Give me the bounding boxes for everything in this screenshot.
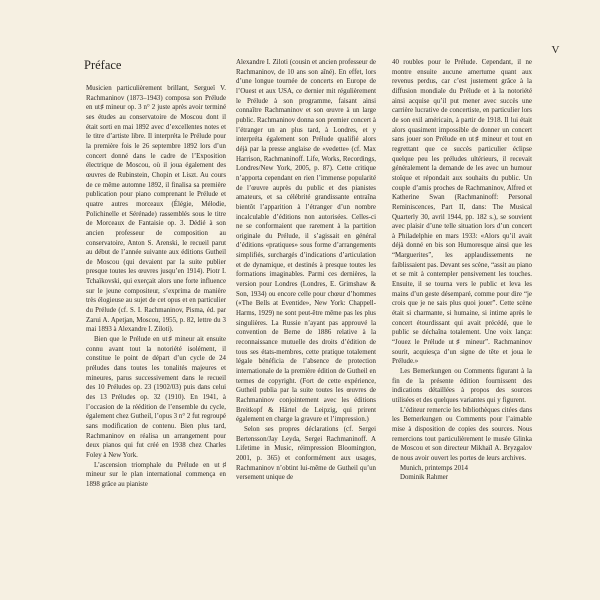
signature	[392, 464, 532, 483]
text-column-2	[236, 58, 376, 483]
signature-author: Dominik Rahmer	[400, 474, 449, 482]
paragraph: Les Bemerkungen ou Comments figurant à la fin de la présente édition fournissent des indications détaillées à propos des sources utilisées et des quelques variantes qui y figurent.	[392, 368, 532, 404]
signature-place-date: Munich, printemps 2014	[400, 464, 468, 472]
paragraph: Alexandre I. Ziloti (cousin et ancien professeur de Rachmaninov, de 10 ans son aîné). En effet, lors d’une longue tournée de concerts en Europe de l’Ouest et aux USA, ce dernier mit régulièrement le Prélude à son programme, faisant ainsi connaître Rachmaninov et son œuvre à un large public. Rachmaninov donna son premier concert à l’étranger un an plus tard, à Londres, et y interpréta également son Prélude qualifié alors déjà par la presse anglaise de «vedette» (cf. Max Harrison, Rachmaninoff. Life, Works, Recordings, Londres/New York, 2005, p. 87). Cette critique n’apporta cependant en rien l’immense popularité de l’œuvre auprès du public et des pianistes amateurs, et sa célébrité grandissante entraîna bientôt l’apparition à l’étranger d’un nombre incalculable d’éditions non autorisées. Celles-ci ne se conformaient que rarement à la partition originale du Prélude, il s’agissait en général d’éditions «pratiques» sous forme d’arrangements simplifiés, surchargés d’indications d’articulation et de dynamique, et destinés à presque toutes les formations imaginables. Parmi ces dernières, la version pour Londres (Londres, E. Grimshaw & Son, 1934) ou encore celle pour chœur d’hommes («The Bells at Eventide», New York: Chappell-Harms, 1929) ne sont peut-être même pas les plus singulières. La Russie n’ayant pas approuvé la convention de Berne de 1886 relative à la reconnaissance mutuelle des droits d’édition de tous ses états-membres, cette pratique totalement légale bénéficia de l’absence de protection internationale de la première édition de Gutheil en termes de copyright. (Fort de cette expérience, Gutheil publia par la suite toutes les œuvres de Rachmaninov conjointement avec les éditions Breitkopf & Härtel de Leipzig, qui prirent également en charge la gravure et l’impression.)	[236, 59, 376, 424]
paragraph: L’éditeur remercie les bibliothèques citées dans les Bemerkungen ou Comments pour l’aimable mise à disposition de copies des sources. Nous remercions tout particulièrement le musée Glinka de Moscou et son directeur Mikhaïl A. Bryzgalov de nous avoir ouvert les portes de leurs archives.	[392, 406, 532, 462]
text-column-1	[86, 84, 226, 490]
paragraph: Selon ses propres déclarations (cf. Sergei Bertensson/Jay Leyda, Sergei Rachmaninoff. A Lifetime in Music, réimpression Bloomington, 2001, p. 365) et conformément aux usages, Rachmaninov n’obtint lui-même de Gutheil qu’un versement unique de	[236, 425, 376, 482]
page-title: Préface	[84, 58, 122, 72]
paragraph: Bien que le Prélude en ut♯ mineur ait ensuite connu avant tout la notoriété isolément, il constitue le point de départ d’un cycle de 24 préludes dans toutes les tonalités majeures et mineures, parus successivement dans le recueil des 10 Préludes op. 23 (1902/03) puis dans celui des 13 Préludes op. 32 (1910). En 1941, à l’occasion de la réédition de l’ensemble du cycle, également chez Gutheil, l’opus 3 n° 2 fut regroupé sans modification de contenu. Bien plus tard, Rachmaninov en réalisa un arrangement pour deux pianos qui fut créé en 1938 chez Charles Foley à New York.	[86, 336, 226, 459]
paragraph: 40 roubles pour le Prélude. Cependant, il ne montre ensuite aucune amertume quant aux revenus perdus, car c’est justement grâce à la diffusion mondiale du Prélude et à la notoriété ainsi acquise qu’il put mener avec succès une carrière lucrative de concertiste, en particulier lors de son exil américain, à partir de 1918. Il lui était alors quasiment impossible de donner un concert sans jouer son Prélude en ut♯ mineur et tout en regrettant que ce succès particulier éclipse quelque peu les préludes ultérieurs, il recevait généralement la demande de les avec un humour stoïque et répondait aux souhaits du public. Un couple d’amis proches de Rachmaninov, Alfred et Katherine Swan (Rachmaninoff: Personal Reminiscences, Part II, dans: The Musical Quarterly 30, avril 1944, pp. 182 s.), se souvient avec plaisir d’une telle situation lors d’un concert à Philadelphie en mars 1933: «Alors qu’il avait déjà donné en bis son Humoresque ainsi que les “Marguerites”, les applaudissements ne faiblissaient pas. Devant ses scène, “assit au piano et se mit à contempler pensivement les touches. Ensuite, il se tourna vers le public et leva les mains d’un geste désemparé, comme pour dire “je crois que je ne sais plus quoi jouer”. Cette scène était si charmante, si humaine, si intime après le concert étourdissant qui avait précédé, que le public se déchaîna totalement. Une voix lança: “Jouez le Prélude ut♯ mineur”. Rachmaninov sourit, acquiesça d’un signe de tête et joua le Prélude.»	[392, 59, 532, 366]
paragraph: Musicien particulièrement brillant, Sergueï V. Rachmaninov (1873–1943) composa son Prélude en ut♯ mineur op. 3 n° 2 juste après avoir terminé ses études au conservatoire de Moscou dont il était sorti en mai 1892 avec d’excellentes notes et le titre d’artiste libre. Il interpréta le Prélude pour la première fois le 26 septembre 1892 lors d’un concert donné dans le cadre de l’Exposition électrique de Moscou, où il joua également des œuvres de Rubinstein, Chopin et Liszt. Au cours de ce même automne 1892, il finalisa sa première publication pour piano comprenant le Prélude et quatre autres morceaux (Élégie, Mélodie, Polichinelle et Sérénade) rassemblés sous le titre de Morceaux de Fantaisie op. 3. Dédié à son ancien professeur de composition au conservatoire, Anton S. Arenski, le recueil parut au début de l’année suivante aux éditions Gutheil de Moscou (qui devaient par la suite publier presque toutes les œuvres jusqu’en 1914). Piotr I. Tchaïkovski, qui exerçait alors une forte influence sur le jeune compositeur, s’exprima de manière très élogieuse au sujet de cet opus et en particulier du Prélude (cf. S. I. Rachmaninov, Pisma, éd. par Zarui A. Apetjan, Moscou, 1955, p. 82, lettre du 3 mai 1893 à Alexandre I. Ziloti).	[86, 85, 226, 334]
paragraph: L’ascension triomphale du Prélude en ut♯ mineur sur le plan international commença en 1898 grâce au pianiste	[86, 461, 226, 488]
page-number: V	[551, 44, 560, 56]
text-column-3	[392, 58, 532, 483]
